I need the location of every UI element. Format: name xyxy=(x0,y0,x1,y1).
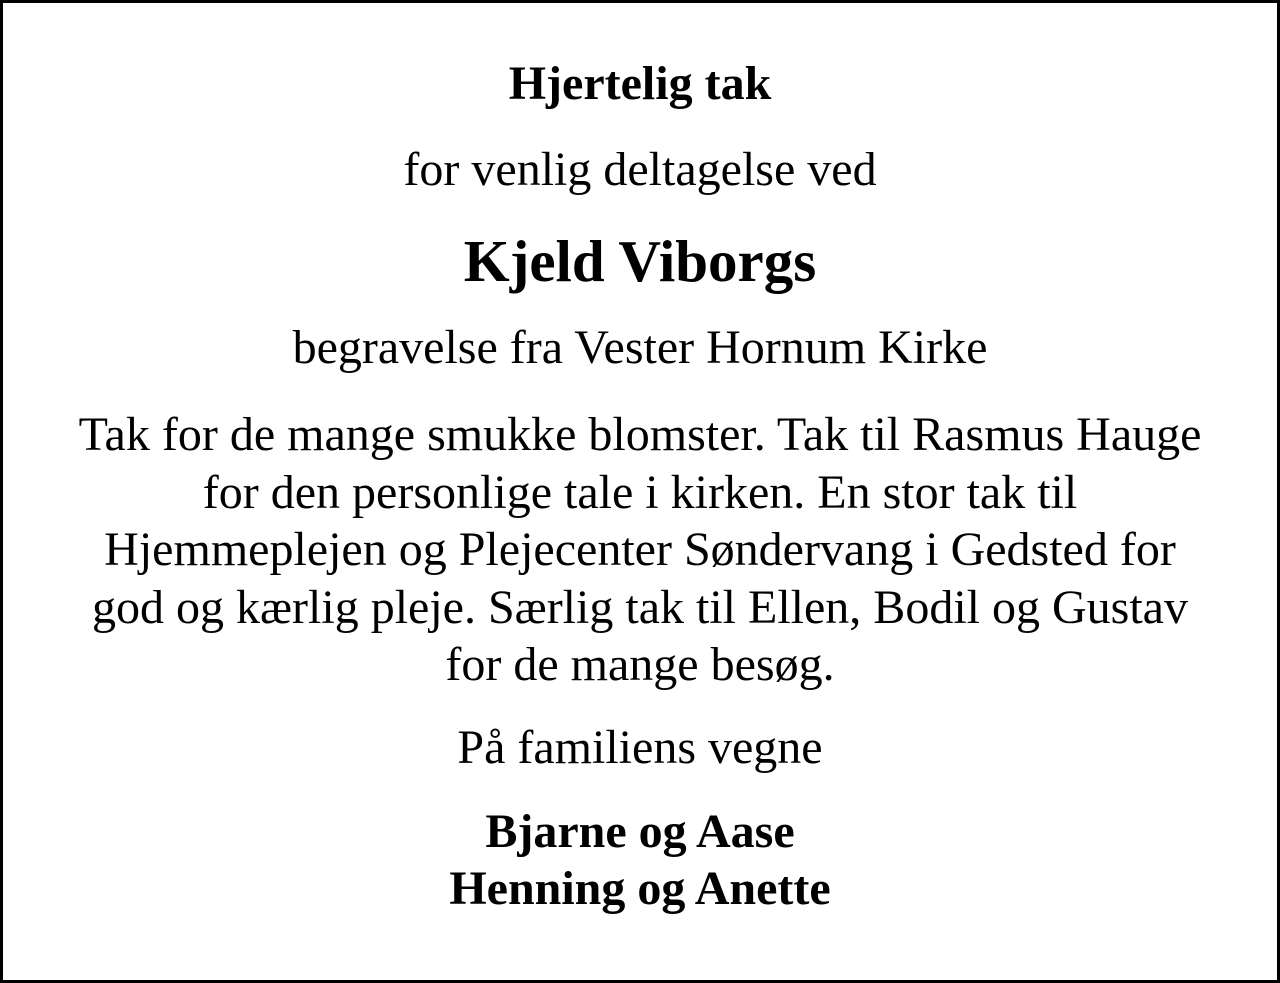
funeral-location: begravelse fra Vester Hornum Kirke xyxy=(292,321,988,374)
message-line: Hjemmeplejen og Plejecenter Søndervang i Gedsted for xyxy=(104,523,1176,576)
on-behalf-line: På familiens vegne xyxy=(457,721,823,774)
deceased-name: Kjeld Viborgs xyxy=(463,228,817,294)
message-line: for de mange besøg. xyxy=(445,638,835,691)
signers xyxy=(3,803,1277,917)
message-line: for den personlige tale i kirken. En stor tak til xyxy=(202,465,1078,519)
message-line: god og kærlig pleje. Særlig tak til Ellen, Bodil og Gustav xyxy=(92,580,1188,634)
notice-heading: Hjertelig tak xyxy=(508,57,772,110)
notice-subheading: for venlig deltagelse ved xyxy=(403,143,877,196)
message-line: Tak for de mange smukke blomster. Tak til Rasmus Hauge xyxy=(78,408,1202,461)
signer-name: Bjarne og Aase xyxy=(485,805,795,858)
thank-you-message xyxy=(3,406,1277,694)
signer-name: Henning og Anette xyxy=(449,862,831,915)
